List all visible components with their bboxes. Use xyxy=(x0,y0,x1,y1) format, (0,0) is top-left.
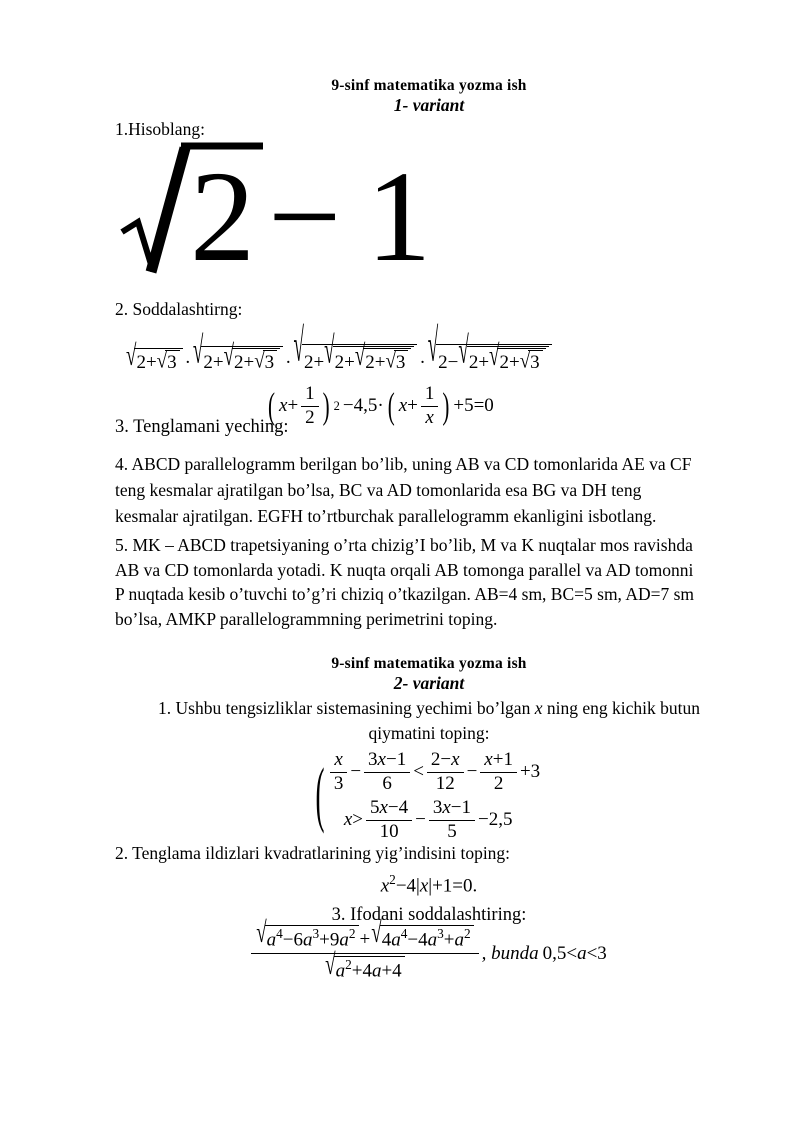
operator: − xyxy=(350,761,362,783)
paragraph-line: teng kesmalar ajratilgan bo’lsa, BC va AD tomonlarida esa BG va DH teng xyxy=(115,480,642,500)
fraction xyxy=(421,384,439,429)
condition-expression: 0,5<a<3 xyxy=(542,942,607,964)
sqrt-icon: √ xyxy=(519,349,531,373)
problem-1-label: 1.Hisoblang: xyxy=(115,119,205,139)
fraction xyxy=(429,798,475,843)
math-token: +5=0 xyxy=(453,395,494,417)
radical-term-1 xyxy=(126,340,183,374)
worksheet-title-v2: 9-sinf matematika yozma ish xyxy=(331,655,527,672)
right-paren: ) xyxy=(442,384,450,427)
fraction-numerator: 3x−1 xyxy=(364,750,410,773)
v2-problem-3-expression xyxy=(115,917,743,982)
fraction-numerator: 1 xyxy=(421,384,439,407)
fraction xyxy=(364,750,410,795)
sqrt-icon: √ xyxy=(156,349,168,373)
operator: + xyxy=(359,929,371,951)
sqrt-icon: √ xyxy=(489,340,500,373)
math-token: $a^4-6a^3+9a^2$ xyxy=(265,925,359,951)
radical xyxy=(371,917,473,951)
big-one: 1 xyxy=(366,145,432,289)
v2-equation: $x^2-4|x|+1=0$. xyxy=(380,872,478,897)
v2-problem-3-label: 3. Ifodani soddalashtiring: xyxy=(331,905,527,925)
problem-3-label: 3. Tenglamani yeching: xyxy=(115,417,289,437)
math-token: −2,5 xyxy=(478,809,513,831)
paragraph-line: 5. MK – ABCD trapetsiyaning o’rta chizig’I bo’lib, M va K nuqtalar mos ravishda xyxy=(115,535,693,555)
fraction-numerator: x xyxy=(330,750,348,773)
sqrt-icon: √ xyxy=(371,917,382,951)
sqrt-icon: √ xyxy=(354,340,366,373)
radical xyxy=(256,917,358,951)
fraction-denominator: x xyxy=(425,406,434,428)
math-token: −4,5· xyxy=(342,395,384,417)
right-paren: ) xyxy=(322,384,330,427)
big-minus: − xyxy=(268,145,342,289)
system-row-1 xyxy=(330,750,543,795)
dot-operator: · xyxy=(184,352,191,373)
sqrt-icon: √ xyxy=(385,349,396,373)
fraction xyxy=(427,750,464,795)
sqrt-icon: √ xyxy=(254,349,265,373)
math-token: 2+ xyxy=(234,352,255,373)
fraction xyxy=(480,750,517,795)
sqrt-icon: √ xyxy=(293,321,304,373)
fraction-numerator: 1 xyxy=(301,384,319,407)
math-token: 2+ xyxy=(334,352,355,373)
fraction-denominator xyxy=(251,948,478,982)
operator: − xyxy=(466,761,478,783)
system-brace: ( xyxy=(315,754,325,836)
text-run: ning eng kichik butun xyxy=(542,698,700,718)
paragraph-line: bo’lsa, AMKP parallelogrammning perimetrini toping. xyxy=(115,608,498,629)
math-token: 2+ xyxy=(136,352,157,373)
math-token: 2+ xyxy=(303,352,325,373)
sqrt-icon: √ xyxy=(324,330,335,373)
dot-operator: · xyxy=(285,352,292,373)
sqrt-icon: √ xyxy=(126,340,137,373)
left-paren: ( xyxy=(387,384,395,427)
paragraph-line: AB va CD tomonlarda yotadi. K nuqta orqali AB tomonga parallel va AD tomonni xyxy=(115,559,694,580)
operator: − xyxy=(415,809,426,831)
fraction-denominator: 6 xyxy=(382,772,392,794)
v2-problem-1-line1 xyxy=(115,698,743,719)
math-token: 3 xyxy=(394,350,409,374)
math-token: 2+ xyxy=(203,352,224,373)
paragraph-line: P nuqtada kesib o’tuvchi to’g’ri chiziq o’tkazilgan. AB=4 sm, BC=5 sm, AD=7 sm xyxy=(115,584,695,604)
left-paren: ( xyxy=(268,384,275,427)
fraction xyxy=(301,384,319,429)
problem-5-paragraph xyxy=(115,533,694,631)
big-expression xyxy=(190,145,432,289)
fraction xyxy=(330,750,348,795)
fraction-denominator: 2 xyxy=(305,406,315,428)
math-token: 2− xyxy=(438,352,459,373)
big-radicand: 2 xyxy=(190,145,255,289)
math-token: 3 xyxy=(165,350,180,374)
fraction-numerator xyxy=(251,917,478,954)
paragraph-line: 4. ABCD parallelogramm berilgan bo’lib, uning AB va CD tomonlarida AE va CF xyxy=(115,454,692,474)
fraction-denominator: 3 xyxy=(333,772,344,794)
math-token: $a^2+4a+4$ xyxy=(334,956,405,982)
v2-problem-2-label: 2. Tenglama ildizlari kvadratlarining yig’indisini toping: xyxy=(115,843,511,863)
fraction xyxy=(366,798,412,843)
variable-x: x xyxy=(534,698,543,718)
radical-term-2 xyxy=(192,330,283,374)
fraction-denominator: 2 xyxy=(493,772,504,794)
radical-term-4 xyxy=(427,321,552,374)
math-token: 3 xyxy=(528,350,543,374)
sqrt-icon: √ xyxy=(223,340,235,373)
fraction-denominator: 10 xyxy=(379,820,399,842)
math-token: x+ xyxy=(279,395,299,417)
math-token: x+ xyxy=(398,395,418,417)
paragraph-line: kesmalar ajratilgan. EGFH to’rtburchak parallelogramm ekanligini isbotlang. xyxy=(115,506,657,526)
superscript-2: 2 xyxy=(333,398,340,413)
v2-problem-1-line2: qiymatini toping: xyxy=(368,723,490,743)
fraction-numerator: x+1 xyxy=(480,750,517,773)
radical xyxy=(325,948,405,982)
nested-radical-expression xyxy=(126,322,552,374)
fraction-numerator: 5x−4 xyxy=(366,798,412,821)
variant-label-v1: 1- variant xyxy=(393,95,465,115)
fraction-denominator: 12 xyxy=(435,772,455,794)
math-token: 2+ xyxy=(365,352,386,373)
fraction-numerator: 3x−1 xyxy=(429,798,475,821)
math-token: 2+ xyxy=(499,352,520,373)
math-token: $4a^4-4a^3+a^2$ xyxy=(380,925,474,951)
math-token: 3 xyxy=(263,350,278,374)
sqrt-icon: √ xyxy=(458,330,469,373)
big-fraction xyxy=(251,917,478,982)
math-token: x> xyxy=(343,809,363,831)
condition-label: , bunda xyxy=(481,942,539,964)
system-row-2 xyxy=(344,798,516,843)
inequality-system xyxy=(115,750,743,843)
sqrt-icon: √ xyxy=(192,330,204,373)
worksheet-title-v1: 9-sinf matematika yozma ish xyxy=(331,77,527,94)
math-token: +3 xyxy=(519,761,541,783)
sqrt-icon: √ xyxy=(427,321,439,373)
problem-4-paragraph xyxy=(115,451,691,529)
sqrt-icon: √ xyxy=(325,948,336,982)
radical-term-3 xyxy=(293,321,418,374)
text-run: 1. Ushbu tengsizliklar sistemasining yechimi bo’lgan xyxy=(158,698,535,718)
fraction-denominator: 5 xyxy=(447,820,457,842)
variant-label-v2: 2- variant xyxy=(393,673,465,693)
equation-q3 xyxy=(267,384,497,429)
fraction-numerator: 2−x xyxy=(427,750,464,773)
relation: < xyxy=(413,761,424,783)
sqrt-icon: √ xyxy=(256,917,267,951)
dot-operator: · xyxy=(419,352,426,373)
problem-2-label: 2. Soddalashtirng: xyxy=(115,299,243,319)
math-token: 2+ xyxy=(468,352,490,373)
